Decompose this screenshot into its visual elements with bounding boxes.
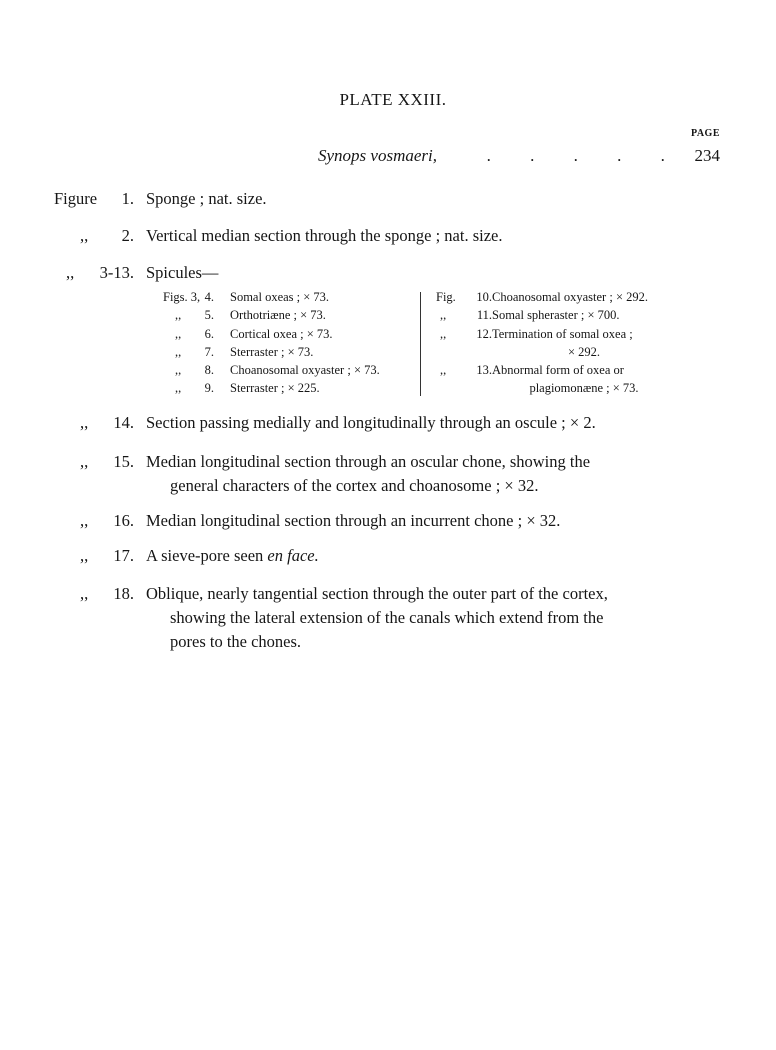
- spicule-number: 7.: [204, 344, 214, 359]
- spicule-number: 13.: [476, 363, 492, 378]
- spicules-right-column: [436, 288, 696, 398]
- leader-dot: .: [530, 146, 535, 165]
- spicule-caption-continuation: plagiomonæne ; × 73.: [529, 381, 639, 396]
- figure-number: 3-13.: [99, 263, 134, 282]
- spicule-item: [163, 379, 423, 397]
- figure-prefix: ,,: [80, 546, 89, 565]
- figure-caption: Spicules—: [146, 263, 219, 282]
- figure-caption-continuation: showing the lateral extension of the canals which extend from the: [170, 608, 604, 627]
- leader-dot: .: [573, 146, 578, 165]
- spicule-number: 5.: [204, 308, 214, 323]
- column-divider: [420, 292, 421, 396]
- spicule-item-continuation: [436, 379, 696, 397]
- figure-caption-italic: en face.: [267, 546, 319, 565]
- figure-caption-continuation: pores to the chones.: [170, 632, 302, 651]
- spicule-caption: Cortical oxea ; × 73.: [230, 326, 333, 341]
- figure-prefix: ,,: [80, 452, 89, 471]
- spicule-number: 8.: [204, 363, 214, 378]
- spicule-prefix: ,,: [175, 308, 182, 323]
- leader-dot: .: [486, 146, 491, 165]
- spicule-caption: Termination of somal oxea ;: [492, 326, 633, 341]
- spicule-item: [436, 361, 696, 379]
- figure-caption: [146, 544, 686, 568]
- spicule-prefix: ,,: [175, 363, 182, 378]
- figure-caption: Section passing medially and longitudinally through an oscule ; × 2.: [146, 413, 596, 432]
- figure-prefix: ,,: [80, 511, 89, 530]
- spicule-prefix: ,,: [175, 344, 182, 359]
- figure-number: 17.: [113, 546, 134, 565]
- spicule-caption: Choanosomal oxyaster ; × 292.: [492, 290, 648, 304]
- spicule-prefix: ,,: [175, 326, 182, 341]
- spicule-item: [163, 306, 423, 324]
- spicule-item: [163, 325, 423, 343]
- figure-caption-line: A sieve-pore seen: [146, 546, 264, 565]
- figure-prefix: ,,: [80, 226, 89, 245]
- figure-caption: Vertical median section through the sponge ; nat. size.: [146, 226, 503, 245]
- spicule-caption: Somal spheraster ; × 700.: [492, 308, 620, 323]
- figure-number: 15.: [113, 452, 134, 471]
- figure-caption: Sponge ; nat. size.: [146, 189, 267, 208]
- spicule-number: 12.: [476, 326, 492, 341]
- figure-number: 2.: [121, 226, 134, 245]
- figure-number: 16.: [113, 511, 134, 530]
- spicule-item: [163, 361, 423, 379]
- page-number: 234: [694, 146, 720, 165]
- leader-dots: [437, 146, 695, 166]
- figure-caption-continuation: general characters of the cortex and choanosome ; × 32.: [170, 476, 539, 495]
- figure-prefix: ,,: [80, 413, 89, 432]
- page-column-label: PAGE: [690, 128, 720, 139]
- spicule-item: [163, 288, 423, 306]
- spicule-caption-continuation: × 292.: [567, 344, 601, 359]
- spicule-caption: Abnormal form of oxea or: [492, 363, 624, 378]
- spicule-number: 10.: [476, 290, 492, 304]
- leader-dot: .: [617, 146, 622, 165]
- spicule-prefix: ,,: [440, 363, 447, 378]
- figure-prefix: ,,: [80, 584, 89, 603]
- figure-caption-line: Oblique, nearly tangential section through the outer part of the cortex,: [146, 584, 608, 603]
- figure-prefix: ,,: [66, 263, 75, 282]
- species-name: Synops vosmaeri,: [318, 146, 437, 165]
- spicule-item: [436, 306, 696, 324]
- spicule-number: 11.: [476, 308, 492, 323]
- figure-caption-line: Median longitudinal section through an oscular chone, showing the: [146, 452, 591, 471]
- spicule-prefix: ,,: [440, 308, 447, 323]
- spicule-caption: Somal oxeas ; × 73.: [230, 290, 330, 304]
- spicule-caption: Orthotriæne ; × 73.: [230, 308, 326, 323]
- spicule-caption: Sterraster ; × 73.: [230, 344, 314, 359]
- spicules-left-column: [163, 288, 423, 398]
- species-entry: [318, 146, 720, 166]
- spicule-prefix: ,,: [440, 326, 447, 341]
- spicule-item: [436, 325, 696, 343]
- spicule-number: 4.: [204, 290, 214, 304]
- figure-number: 18.: [113, 584, 134, 603]
- spicule-item-continuation: [436, 343, 696, 361]
- leader-dot: .: [660, 146, 665, 165]
- figure-caption: [146, 450, 686, 498]
- spicule-item: [163, 343, 423, 361]
- spicule-number: 6.: [204, 326, 214, 341]
- spicule-prefix: Figs. 3,: [163, 290, 201, 304]
- spicule-caption: Choanosomal oxyaster ; × 73.: [230, 363, 380, 378]
- spicule-number: 9.: [204, 381, 214, 396]
- figure-caption: Median longitudinal section through an incurrent chone ; × 32.: [146, 511, 561, 530]
- plate-title: PLATE XXIII.: [339, 90, 447, 109]
- spicule-prefix: ,,: [175, 381, 182, 396]
- spicule-item: [436, 288, 696, 306]
- figure-number: 14.: [113, 413, 134, 432]
- spicule-caption: Sterraster ; × 225.: [230, 381, 320, 396]
- figure-prefix: Figure: [54, 189, 98, 208]
- spicule-prefix: Fig.: [436, 290, 456, 304]
- figure-number: 1.: [121, 189, 134, 208]
- figure-caption: [146, 582, 686, 654]
